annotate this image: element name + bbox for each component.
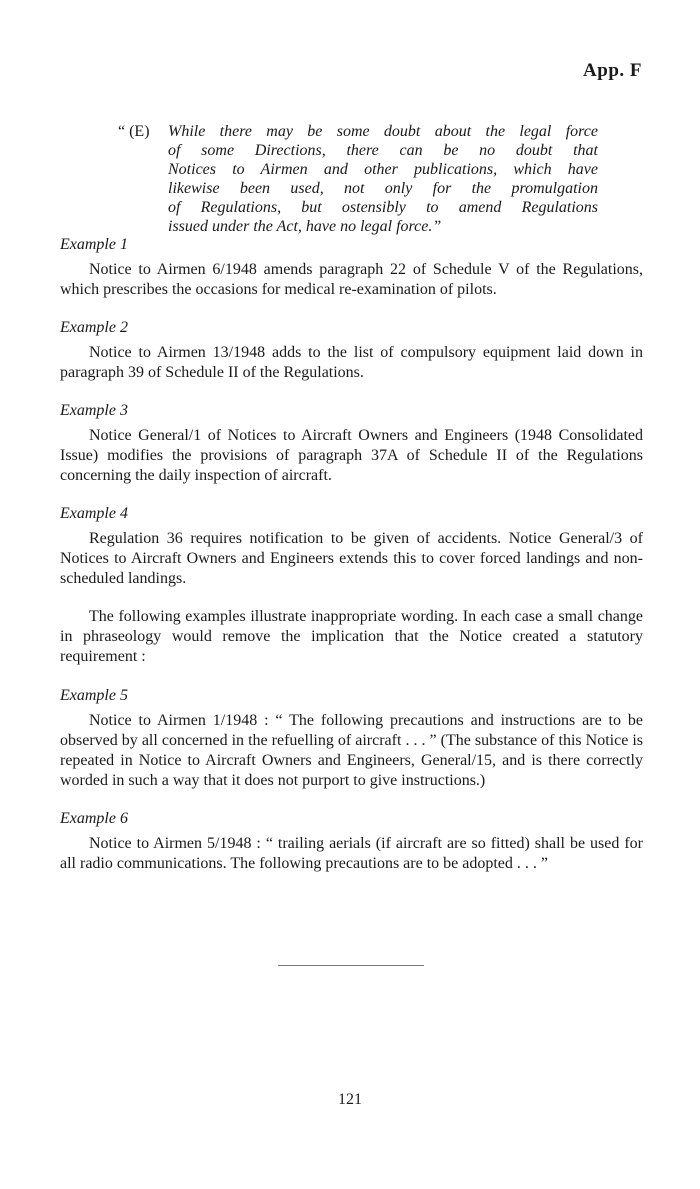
example-block [60,809,643,874]
quote-line: of some Directions, there can be no doubt that [168,142,598,159]
example-text: Notice to Airmen 13/1948 adds to the list of compulsory equipment laid down in paragraph 39 of Schedule II of the Regulations. [60,344,643,381]
example-text: Notice to Airmen 1/1948 : “ The following precautions and instructions are to be observed by all concerned in the refuelling of aircraft . . . ” (The substance of this Notice is repeated in Notice to Aircraft Owners and Engineers, General/15, and is there correctly worded in such a way that it does not purport to give instructions.) [60,712,643,789]
example-title: Example 6 [60,810,128,827]
example-block [60,401,643,486]
example-title: Example 4 [60,505,128,522]
quoted-passage [118,122,598,236]
example-block [60,504,643,589]
example-title: Example 1 [60,236,128,253]
quote-line: issued under the Act, have no legal force.” [168,218,442,235]
page-number: 121 [338,1091,362,1108]
appendix-header: App. F [583,60,642,81]
quote-body [168,122,598,236]
quote-line: Notices to Airmen and other publications, which have [168,161,598,178]
example-text: Notice to Airmen 6/1948 amends paragraph 22 of Schedule V of the Regulations, which prescribes the occasions for medical re-examination of pilots. [60,261,643,298]
section-divider [278,965,424,966]
example-block [60,235,643,300]
intro-paragraph: The following examples illustrate inappropriate wording. In each case a small change in phraseology would remove the implication that the Notice created a statutory requirement : [60,608,643,665]
example-text: Notice to Airmen 5/1948 : “ trailing aerials (if aircraft are so fitted) shall be used for all radio communications. The following precautions are to be adopted . . . ” [60,835,643,872]
quote-line: of Regulations, but ostensibly to amend Regulations [168,199,598,216]
quote-line: While there may be some doubt about the legal force [168,123,598,140]
example-title: Example 3 [60,402,128,419]
quote-line: likewise been used, not only for the promulgation [168,180,598,197]
example-title: Example 5 [60,687,128,704]
main-content [60,235,643,892]
example-title: Example 2 [60,319,128,336]
quote-marker: “ (E) [118,123,150,140]
example-block [60,686,643,791]
example-text: Notice General/1 of Notices to Aircraft Owners and Engineers (1948 Consolidated Issue) modifies the provisions of paragraph 37A of Schedule II of the Regulations concerning the daily inspection of aircraft. [60,427,643,484]
example-text: Regulation 36 requires notification to be given of accidents. Notice General/3 of Notices to Aircraft Owners and Engineers extends this to cover forced landings and non-scheduled landings. [60,530,643,587]
example-block [60,318,643,383]
